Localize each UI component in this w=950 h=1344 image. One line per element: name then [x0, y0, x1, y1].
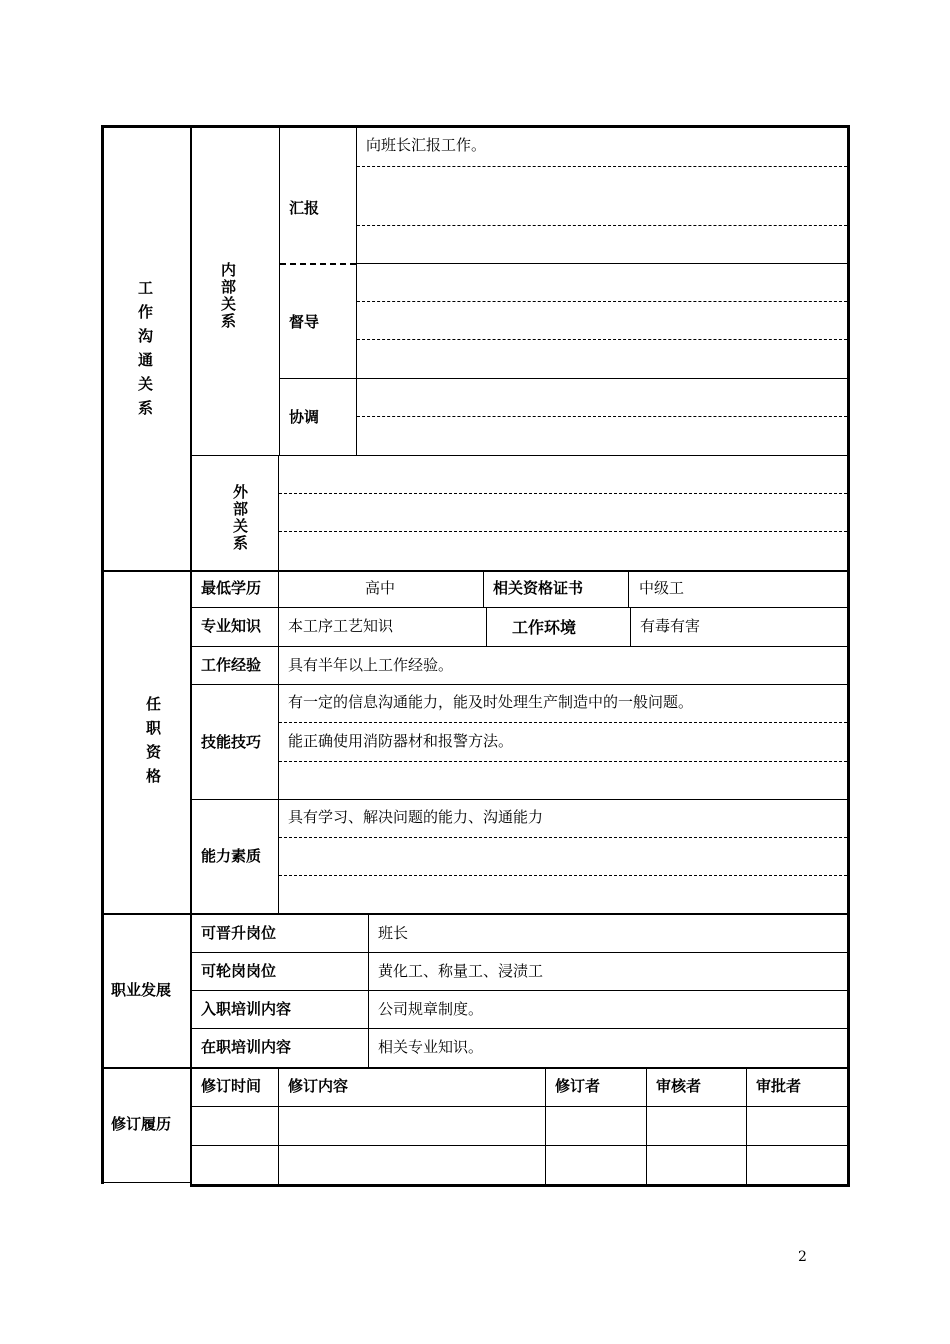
- experience-label: 工作经验: [201, 656, 262, 674]
- min-education-value: 高中: [365, 579, 396, 597]
- career-section-title: 职业发展: [111, 981, 172, 999]
- skills-line-1: 有一定的信息沟通能力，能及时处理生产制造中的一般问题。: [288, 693, 694, 711]
- ability-line-1: 具有学习、解决问题的能力、沟通能力: [288, 808, 544, 826]
- supervise-label: 督导: [289, 313, 320, 331]
- career-row-value: 相关专业知识。: [378, 1038, 484, 1056]
- report-label: 汇报: [289, 199, 320, 217]
- skills-label: 技能技巧: [201, 733, 262, 751]
- internal-relations-title: 内部关系: [219, 262, 237, 330]
- external-relations-title: 外部关系: [231, 484, 249, 552]
- revision-header-content: 修订内容: [288, 1077, 349, 1095]
- ability-label: 能力素质: [201, 847, 262, 865]
- revision-header-approver: 审批者: [756, 1077, 802, 1095]
- revision-section-title: 修订履历: [111, 1115, 172, 1133]
- qualification-section-title: 任职资格: [144, 696, 162, 792]
- career-row-value: 黄化工、称量工、浸渍工: [378, 962, 544, 980]
- experience-value: 具有半年以上工作经验。: [288, 656, 454, 674]
- min-education-label: 最低学历: [201, 579, 262, 597]
- career-row-label: 可晋升岗位: [201, 924, 277, 942]
- skills-line-2: 能正确使用消防器材和报警方法。: [288, 732, 514, 750]
- report-line-1: 向班长汇报工作。: [366, 136, 487, 154]
- certificate-label: 相关资格证书: [493, 579, 584, 597]
- career-row-label: 在职培训内容: [201, 1038, 292, 1056]
- environment-label: 工作环境: [512, 618, 577, 637]
- communication-section-title: 工作沟通关系: [136, 280, 154, 424]
- environment-value: 有毒有害: [640, 617, 701, 635]
- certificate-value: 中级工: [639, 579, 685, 597]
- coordinate-label: 协调: [289, 408, 320, 426]
- career-row-value: 班长: [378, 924, 409, 942]
- page-number: 2: [798, 1249, 807, 1265]
- revision-header-reviewer: 审核者: [656, 1077, 702, 1095]
- revision-header-time: 修订时间: [201, 1077, 262, 1095]
- revision-header-reviser: 修订者: [555, 1077, 601, 1095]
- career-row-value: 公司规章制度。: [378, 1000, 484, 1018]
- career-row-label: 可轮岗岗位: [201, 962, 277, 980]
- knowledge-label: 专业知识: [201, 617, 262, 635]
- knowledge-value: 本工序工艺知识: [288, 617, 394, 635]
- career-row-label: 入职培训内容: [201, 1000, 292, 1018]
